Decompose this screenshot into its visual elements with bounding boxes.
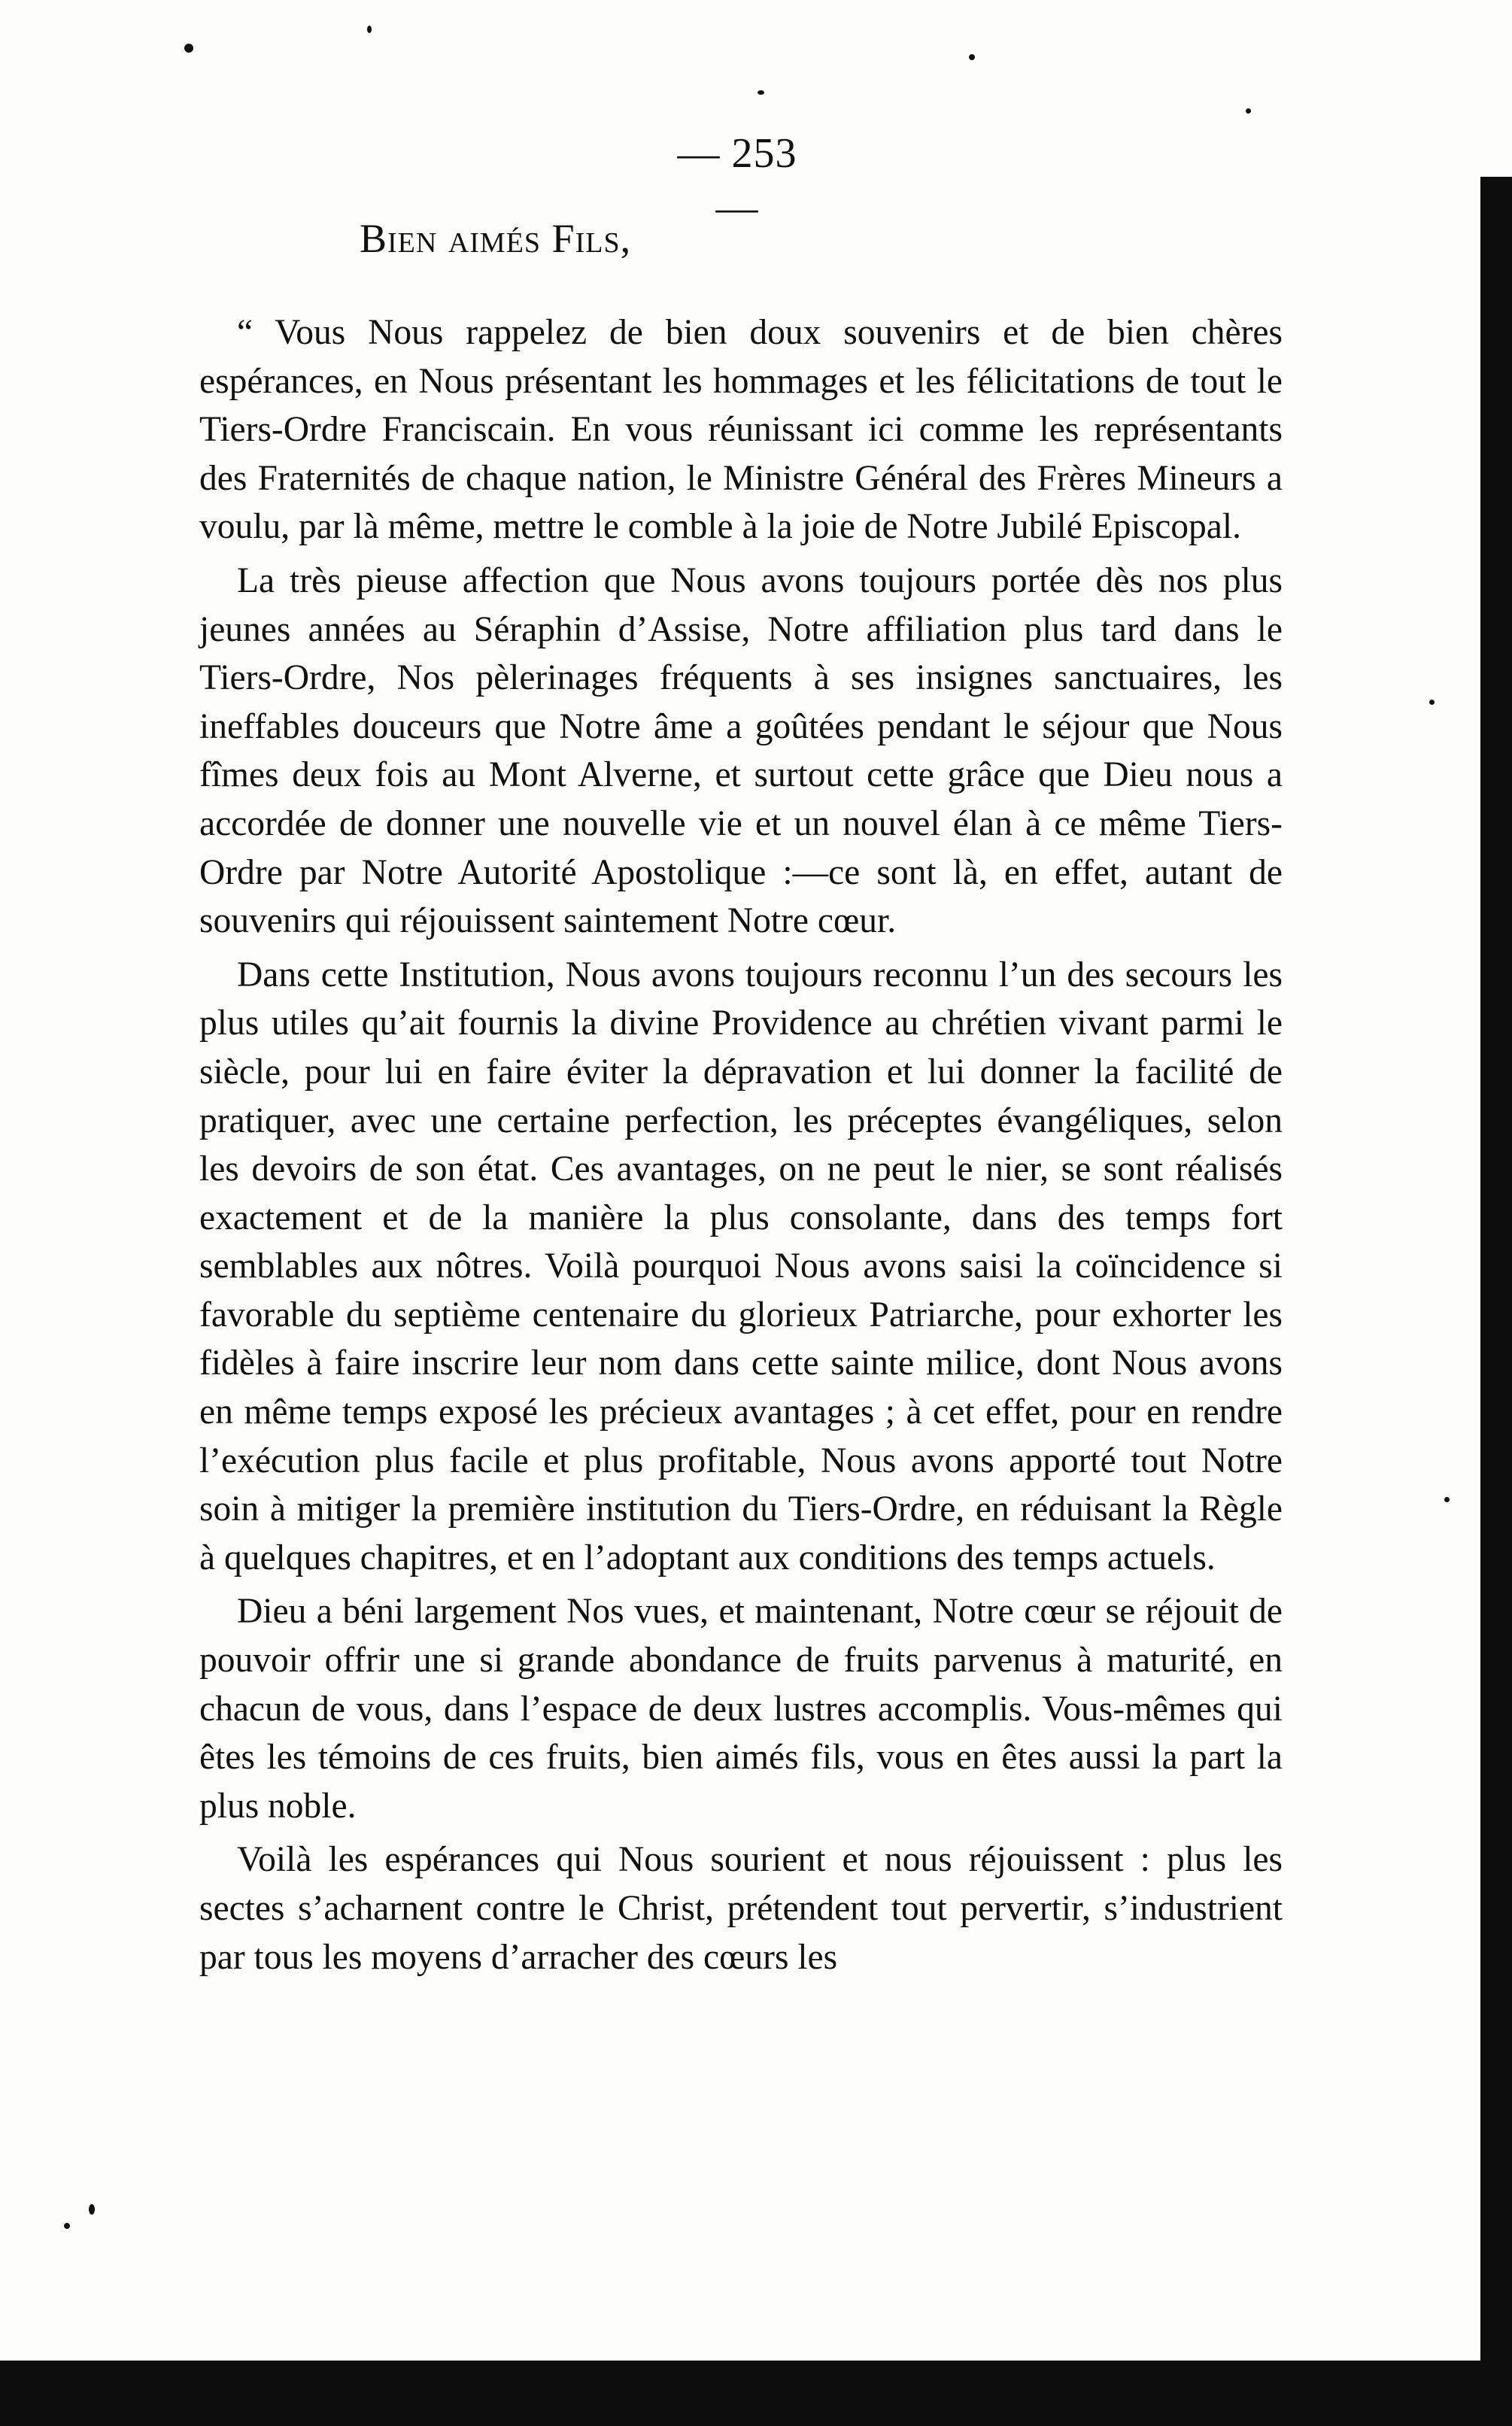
scan-edge-bottom [0,2361,1512,2426]
scan-speck [184,44,193,53]
scan-speck [64,2223,70,2229]
scan-speck [1444,1497,1450,1502]
paragraph: Dieu a béni largement Nos vues, et maintenant, Notre cœur se réjouit de pouvoir offrir une si grande abondance de fruits parvenus à maturité, en chacun de vous, dans l’espace de deux lustres accomplis. Vous-mêmes qui êtes les témoins de ces fruits, bien aimés fils, vous en êtes aussi la part la plus noble. [199,1592,1283,1826]
scan-speck [367,26,372,33]
page-number: — 253 — [677,130,797,231]
scan-speck [969,54,975,60]
salutation: Bien aimés Fils, [360,216,632,261]
paragraph: La très pieuse affection que Nous avons toujours portée dès nos plus jeunes années au Séraphin d’Assise, Notre affiliation plus tard dans le Tiers-Ordre, Nos pèlerinages fréquents à ses insignes sanctuaires, les ineffables douceurs que Notre âme a goûtées pendant le séjour que Nous fîmes deux fois au Mont Alverne, et surtout cette grâce que Dieu nous a accordée de donner une nouvelle vie et un nouvel élan à ce même Tiers-Ordre par Notre Autorité Apostolique :—ce sont là, en effet, autant de souvenirs qui réjouissent saintement Notre cœur. [199,560,1283,941]
scan-speck [758,90,764,95]
paragraph: “ Vous Nous rappelez de bien doux souvenirs et de bien chères espérances, en Nous présentant les hommages et les félicitations de tout le Tiers-Ordre Franciscain. En vous réunissant ici comme les représentants des Fraternités de chaque nation, le Ministre Général des Frères Mineurs a voulu, par là même, mettre le comble à la joie de Notre Jubilé Episcopal. [199,313,1283,547]
scan-speck [1246,108,1251,114]
scan-speck [89,2204,95,2215]
scan-speck [1429,700,1435,705]
paragraph: Dans cette Institution, Nous avons toujours reconnu l’un des secours les plus utiles qu’ait fournis la divine Providence au chrétien vivant parmi le siècle, pour lui en faire éviter la dépravation et lui donner la facilité de pratiquer, avec une certaine perfection, les préceptes évangéliques, selon les devoirs de son état. Ces avantages, on ne peut le nier, se sont réalisés exactement et de la manière la plus consolante, dans des temps fort semblables aux nôtres. Voilà pourquoi Nous avons saisi la coïncidence si favorable du septième centenaire du glorieux Patriarche, pour exhorter les fidèles à faire inscrire leur nom dans cette sainte milice, dont Nous avons en même temps exposé les précieux avantages ; à cet effet, pour en rendre l’exécution plus facile et plus profitable, Nous avons apporté tout Notre soin à mitiger la première institution du Tiers-Ordre, en réduisant la Règle à quelques chapitres, et en l’adoptant aux conditions des temps actuels. [199,955,1283,1577]
paragraph: Voilà les espérances qui Nous sourient et nous réjouissent : plus les sectes s’acharnent contre le Christ, prétendent tout pervertir, s’industrient par tous les moyens d’arracher des cœurs les [199,1840,1283,1977]
letter-body [199,308,1283,1987]
scan-edge-right [1480,177,1512,2426]
